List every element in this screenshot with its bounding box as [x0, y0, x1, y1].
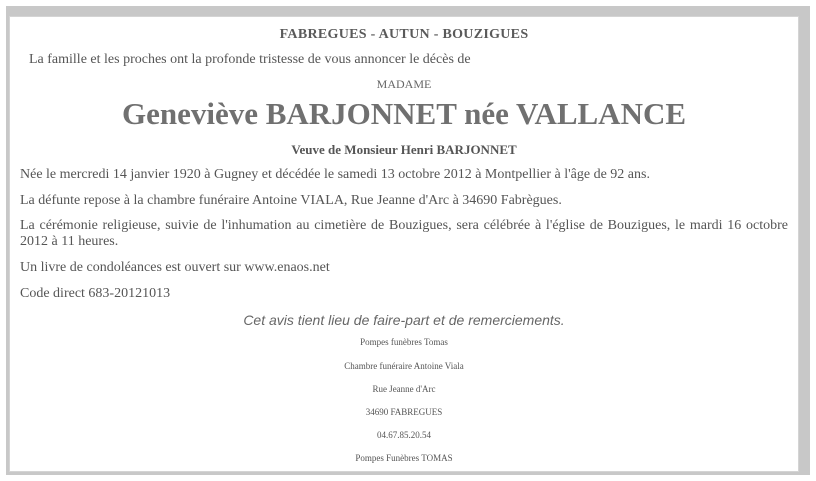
obituary-card [9, 16, 799, 472]
code-paragraph: Code direct 683-20121013 [20, 286, 171, 301]
funeral-home-signature: Pompes Funèbres TOMAS [355, 453, 453, 463]
funeral-street: Rue Jeanne d'Arc [372, 384, 436, 394]
title-prefix: MADAME [376, 77, 432, 91]
condolences-paragraph: Un livre de condoléances est ouvert sur www.enaos.net [20, 260, 330, 275]
rest-paragraph: La défunte repose à la chambre funéraire Antoine VIALA, Rue Jeanne d'Arc à 34690 Fabrègues. [20, 193, 562, 208]
intro-text: La famille et les proches ont la profonde tristesse de vous annoncer le décès de [29, 52, 471, 67]
funeral-phone: 04.67.85.20.54 [377, 430, 431, 440]
funeral-city: 34690 FABREGUES [365, 407, 443, 417]
funeral-home-name: Pompes funèbres Tomas [360, 337, 448, 347]
ceremony-paragraph: La cérémonie religieuse, suivie de l'inhumation au cimetière de Bouzigues, sera célébrée à l'église de Bouzigues, le mardi 16 octobre 2012 à 11 heures. [20, 218, 788, 249]
towns-header: FABREGUES - AUTUN - BOUZIGUES [279, 27, 529, 42]
deceased-name: Geneviève BARJONNET née VALLANCE [121, 96, 687, 131]
birth-death-paragraph: Née le mercredi 14 janvier 1920 à Gugney et décédée le samedi 13 octobre 2012 à Montpellier à l'âge de 92 ans. [20, 167, 650, 182]
widow-of-line: Veuve de Monsieur Henri BARJONNET [291, 142, 517, 157]
funeral-chamber: Chambre funéraire Antoine Viala [344, 361, 464, 371]
remark-line: Cet avis tient lieu de faire-part et de remerciements. [243, 312, 565, 328]
